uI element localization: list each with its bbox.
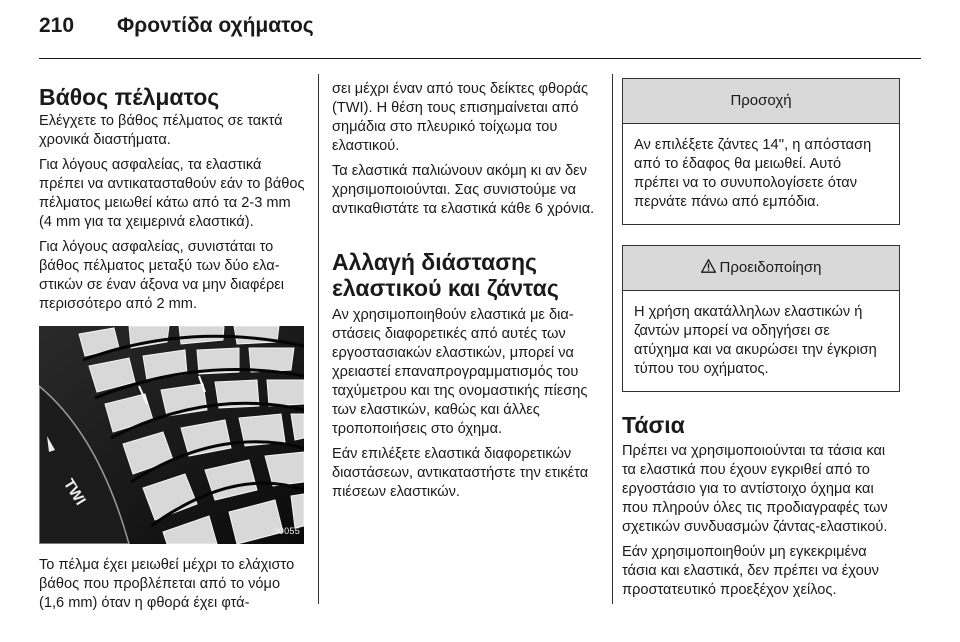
tire-tread-drawing (39, 326, 304, 544)
twi-label: TWI (59, 475, 89, 509)
paragraph: Για λόγους ασφαλείας, συνιστάται το βάθος πέλματος μεταξύ των δύο ελαστικών σε έναν άξονα να μην διαφέρει περισσότερο από 2 mm. (39, 239, 285, 312)
caution-text: Αν επιλέξετε ζάντες 14'', η απόσταση από το έδαφος θα μειωθεί. Αυτό πρέπει να το συνυπολογίσετε όταν περνάτε πάνω από εμπόδια. (634, 137, 872, 210)
caution-title: Προσοχή (623, 79, 899, 124)
paragraph: Για λόγους ασφαλείας, τα ελαστικά πρέπει να αντικατασταθούν εάν το βάθος πέλματος μειωθεί κάτω από τα 2-3 mm (4 mm για τα χειμερινά ελαστικά). (39, 157, 305, 230)
header-rule (39, 58, 921, 59)
paragraph: Πρέπει να χρησιμοποιούνται τα τάσια και τα ελαστικά που έχουν εγκριθεί από το εργοστάσιο για το αντίστοιχο όχημα και που πληρούν όλες τις προδιαγραφές των σχετικών συνδυασμών ζάντας-ελαστικού. (622, 443, 888, 535)
warning-header (623, 246, 899, 291)
paragraph: σει μέχρι έναν από τους δείκτες φθοράς (TWI). Η θέση τους επισημαίνεται από σημάδια στο πλευρικό τοίχωμα του ελαστικού. (332, 81, 588, 154)
page-number: 210 (39, 14, 75, 37)
column-1 (39, 70, 305, 619)
warning-text: Η χρήση ακατάλληλων ελαστικών ή ζαντών μπορεί να οδηγήσει σε ατύχημα και να ακυρώσει την έγκριση τύπου του οχήματος. (634, 304, 877, 377)
column-3 (622, 70, 900, 606)
chapter-title: Φροντίδα οχήματος (117, 14, 314, 37)
caution-box (622, 78, 900, 225)
warning-triangle-icon (701, 247, 716, 261)
paragraph: Το πέλμα έχει μειωθεί μέχρι το ελάχιστο βάθος που προβλέπεται από το νόμο (1,6 mm) όταν η φθορά έχει φτά- (39, 557, 295, 611)
tire-tread-illustration (39, 326, 304, 544)
column-2 (332, 70, 604, 508)
paragraph: Εάν επιλέξετε ελαστικά διαφορετικών διαστάσεων, αντικαταστήστε την ετικέτα πιέσεων ελαστικών. (332, 446, 589, 500)
paragraph: Τα ελαστικά παλιώνουν ακόμη κι αν δεν χρησιμοποιούνται. Σας συνιστούμε να αντικαθιστάτε τα ελαστικά κάθε 6 χρόνια. (332, 163, 595, 217)
tyre-size-change-heading: Αλλαγή διάστασης ελαστικού και ζάντας (332, 249, 559, 301)
paragraph: Ελέγχετε το βάθος πέλματος σε τακτά χρονικά διαστήματα. (39, 113, 283, 148)
figure-code: 30055 (273, 526, 300, 536)
warning-box (622, 245, 900, 392)
column-divider-2 (612, 74, 613, 604)
paragraph: Εάν χρησιμοποιηθούν μη εγκεκριμένα τάσια και ελαστικά, δεν πρέπει να έχουν προστατευτικό προεξέχον χείλος. (622, 544, 879, 598)
warning-title: Προειδοποίηση (719, 259, 822, 276)
tread-depth-heading: Βάθος πέλματος (39, 84, 220, 110)
wheels-heading: Τάσια (622, 412, 685, 438)
paragraph: Αν χρησιμοποιηθούν ελαστικά με διαστάσεις διαφορετικές από αυτές των εργοστασιακών ελαστικών, μπορεί να χρειαστεί επαναπρογραμματισμός του ταχύμετρου και της ονομαστικής πίεσης των ελαστικών, καθώς και άλλες τροποποιήσεις στο όχημα. (332, 307, 588, 437)
column-divider-1 (318, 74, 319, 604)
